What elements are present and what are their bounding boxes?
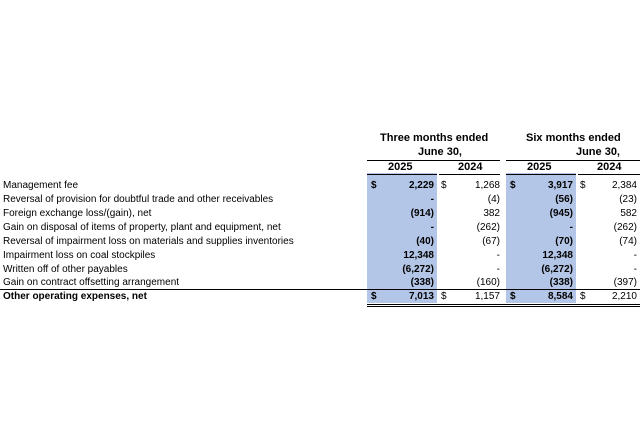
year-header-six-months-2025: 2025 <box>527 161 552 173</box>
header-six-months-line2: June 30, <box>575 146 620 158</box>
currency-symbol: $ <box>441 180 447 191</box>
row-label: Management fee <box>3 180 79 191</box>
currency-symbol: $ <box>371 291 377 302</box>
currency-symbol: $ <box>441 291 447 302</box>
total-six-months-2025: 8,584 <box>547 291 573 302</box>
value-six-months-2025: (56) <box>555 194 573 205</box>
year-header-three-months-2024: 2024 <box>458 161 483 173</box>
year-rule-three-months-2025 <box>367 174 437 175</box>
value-six-months-2024: 582 <box>620 208 637 219</box>
row-label: Gain on contract offsetting arrangement <box>3 277 180 288</box>
value-six-months-2025: (338) <box>549 277 573 288</box>
year-rule-six-months-2025 <box>506 174 576 175</box>
total-three-months-2025: 7,013 <box>408 291 434 302</box>
value-six-months-2025: (6,272) <box>541 264 573 275</box>
value-three-months-2024: (160) <box>476 277 500 288</box>
year-header-six-months-2024: 2024 <box>597 161 622 173</box>
value-six-months-2025: 3,917 <box>547 180 573 191</box>
currency-symbol: $ <box>510 180 516 191</box>
total-double-rule-bottom <box>367 306 640 307</box>
value-six-months-2024: - <box>633 250 637 261</box>
currency-symbol: $ <box>510 291 516 302</box>
value-three-months-2025: 2,229 <box>408 180 434 191</box>
year-rule-six-months-2024 <box>578 174 640 175</box>
table-row <box>0 235 640 248</box>
currency-symbol: $ <box>580 291 586 302</box>
value-three-months-2024: (67) <box>482 236 500 247</box>
value-three-months-2025: (914) <box>410 208 434 219</box>
row-label: Gain on disposal of items of property, plant and equipment, net <box>3 222 281 233</box>
table-row <box>0 221 640 234</box>
row-label: Foreign exchange loss/(gain), net <box>3 208 152 219</box>
header-six-months-line1: Six months ended <box>526 132 621 144</box>
value-three-months-2025: - <box>430 194 434 205</box>
table-row <box>0 207 640 220</box>
value-three-months-2025: (40) <box>416 236 434 247</box>
value-three-months-2024: (4) <box>487 194 500 205</box>
year-rule-three-months-2024 <box>439 174 500 175</box>
value-three-months-2024: - <box>496 264 500 275</box>
value-six-months-2025: (70) <box>555 236 573 247</box>
total-double-rule-top <box>367 304 640 305</box>
value-three-months-2024: 382 <box>483 208 500 219</box>
table-row <box>0 249 640 262</box>
value-six-months-2024: (262) <box>613 222 637 233</box>
currency-symbol: $ <box>371 180 377 191</box>
table-row <box>0 276 640 289</box>
currency-symbol: $ <box>580 180 586 191</box>
row-label: Reversal of provision for doubtful trade and other receivables <box>3 194 274 205</box>
value-three-months-2025: 12,348 <box>403 250 434 261</box>
value-six-months-2024: 2,384 <box>611 180 637 191</box>
value-six-months-2024: (23) <box>619 194 637 205</box>
row-label: Written off of other payables <box>3 264 128 275</box>
value-three-months-2024: 1,268 <box>474 180 500 191</box>
value-three-months-2024: (262) <box>476 222 500 233</box>
value-six-months-2024: (397) <box>613 277 637 288</box>
total-three-months-2024: 1,157 <box>474 291 500 302</box>
row-label: Reversal of impairment loss on materials and supplies inventories <box>3 236 294 247</box>
value-six-months-2025: 12,348 <box>542 250 573 261</box>
row-label: Impairment loss on coal stockpiles <box>3 250 156 261</box>
value-six-months-2025: - <box>569 222 573 233</box>
value-six-months-2024: (74) <box>619 236 637 247</box>
value-three-months-2025: (6,272) <box>402 264 434 275</box>
year-header-three-months-2025: 2025 <box>388 161 413 173</box>
value-three-months-2025: (338) <box>410 277 434 288</box>
value-six-months-2024: - <box>633 264 637 275</box>
table-row <box>0 193 640 206</box>
header-three-months-line2: June 30, <box>417 146 462 158</box>
header-three-months-line1: Three months ended <box>380 132 489 144</box>
table-row-total <box>0 290 640 303</box>
total-label: Other operating expenses, net <box>3 291 147 302</box>
value-six-months-2025: (945) <box>549 208 573 219</box>
total-six-months-2024: 2,210 <box>611 291 637 302</box>
value-three-months-2024: - <box>496 250 500 261</box>
table-row <box>0 263 640 276</box>
table-row-management-fee <box>0 179 640 192</box>
value-three-months-2025: - <box>430 222 434 233</box>
